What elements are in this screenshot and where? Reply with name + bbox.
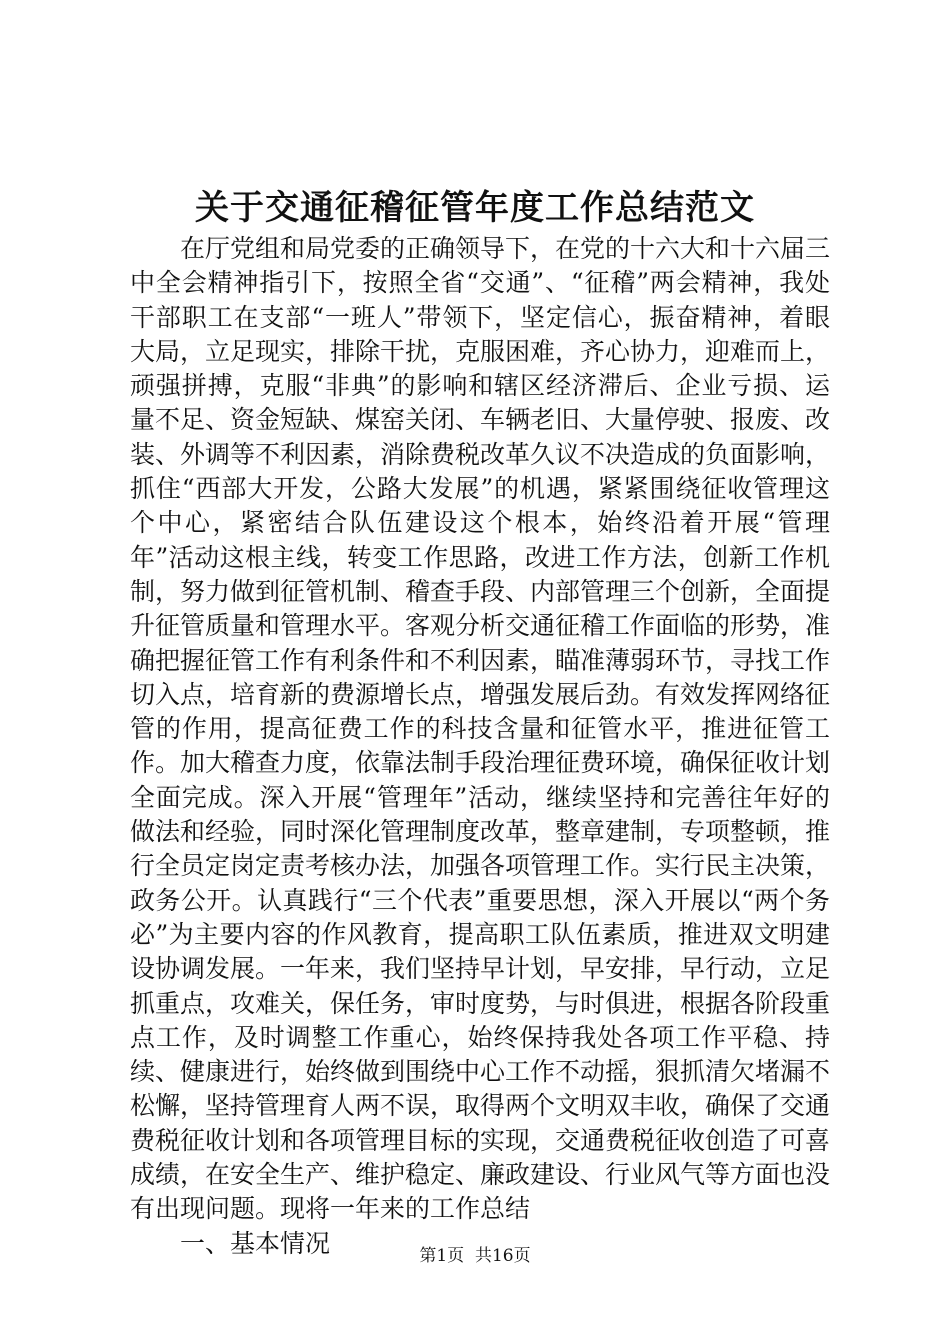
document-body xyxy=(130,232,830,1261)
page-number-label: 第1页 共16页 xyxy=(419,1246,531,1266)
document-title: 关于交通征稽征管年度工作总结范文 xyxy=(195,188,755,228)
page-number-footer xyxy=(0,1244,950,1268)
section-heading: 一、基本情况 xyxy=(180,1228,331,1258)
body-paragraph: 在厅党组和局党委的正确领导下，在党的十六大和十六届三中全会精神指引下，按照全省“交通”、“征稽”两会精神，我处干部职工在支部“一班人”带领下，坚定信心，振奋精神，着眼大局，立足现实，排除干扰，克服困难，齐心协力，迎难而上，顽强拼搏，克服“非典”的影响和辖区经济滞后、企业亏损、运量不足、资金短缺、煤窑关闭、车辆老旧、大量停驶、报废、改装、外调等不利因素，消除费税改革久议不决造成的负面影响，抓住“西部大开发，公路大发展”的机遇，紧紧围绕征收管理这个中心，紧密结合队伍建设这个根本，始终沿着开展“管理年”活动这根主线，转变工作思路，改进工作方法，创新工作机制，努力做到征管机制、稽查手段、内部管理三个创新，全面提升征管质量和管理水平。客观分析交通征稽工作面临的形势，准确把握征管工作有利条件和不利因素，瞄准薄弱环节，寻找工作切入点，培育新的费源增长点，增强发展后劲。有效发挥网络征管的作用，提高征费工作的科技含量和征管水平，推进征管工作。加大稽查力度，依靠法制手段治理征费环境，确保征收计划全面完成。深入开展“管理年”活动，继续坚持和完善往年好的做法和经验，同时深化管理制度改革，整章建制，专项整顿，推行全员定岗定责考核办法，加强各项管理工作。实行民主决策，政务公开。认真践行“三个代表”重要思想，深入开展以“两个务必”为主要内容的作风教育，提高职工队伍素质，推进双文明建设协调发展。一年来，我们坚持早计划，早安排，早行动，立足抓重点，攻难关，保任务，审时度势，与时俱进，根据各阶段重点工作，及时调整工作重心，始终保持我处各项工作平稳、持续、健康进行，始终做到围绕中心工作不动摇，狠抓清欠堵漏不松懈，坚持管理育人两不误，取得两个文明双丰收，确保了交通费税征收计划和各项管理目标的实现，交通费税征收创造了可喜成绩，在安全生产、维护稳定、廉政建设、行业风气等方面也没有出现问题。现将一年来的工作总结 xyxy=(130,234,831,1224)
